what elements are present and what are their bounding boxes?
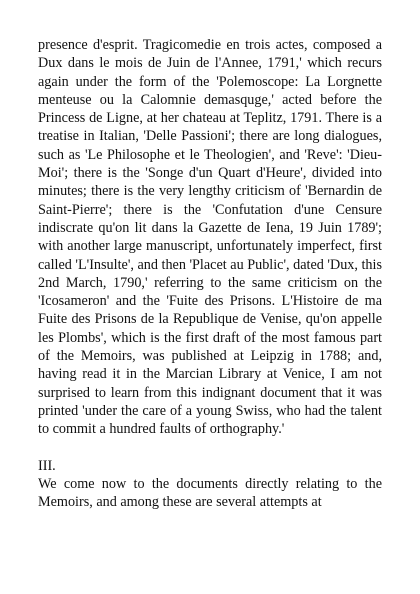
section-heading: III. — [38, 457, 56, 474]
document-page — [38, 36, 382, 511]
body-paragraph: presence d'esprit. Tragicomedie en trois actes, composed a Dux dans le mois de Juin de l'Annee, 1791,' which recurs again under the form of the 'Polemoscope: La Lorgnette menteuse ou la Calomnie demasquge,' acted before the Princess de Ligne, at her chateau at Teplitz, 1791. There is a treatise in Italian, 'Delle Passioni'; there are long dialogues, such as 'Le Philosophe et le Theologien', and 'Reve': 'Dieu-Moi'; there is the 'Songe d'un Quart d'Heure', divided into minutes; there is the very lengthy criticism of 'Bernardin de Saint-Pierre'; there is the 'Confutation d'une Censure indiscrate qu'on lit dans la Gazette de Iena, 19 Juin 1789'; with another large manuscript, unfortunately imperfect, first called 'L'Insulte', and then 'Placet au Public', dated 'Dux, this 2nd March, 1790,' referring to the same criticism on the 'Icosameron' and the 'Fuite des Prisons. L'Histoire de ma Fuite des Prisons de la Republique de Venise, qu'on appelle les Plombs', which is the first draft of the most famous part of the Memoirs, was published at Leipzig in 1788; and, having read it in the Marcian Library at Venice, I am not surprised to learn from this indignant document that it was printed 'under the care of a young Swiss, who had the talent to commit a hundred faults of orthography.' — [38, 37, 382, 438]
body-paragraph-continued: We come now to the documents directly relating to the Memoirs, and among these are several attempts at — [38, 475, 382, 511]
